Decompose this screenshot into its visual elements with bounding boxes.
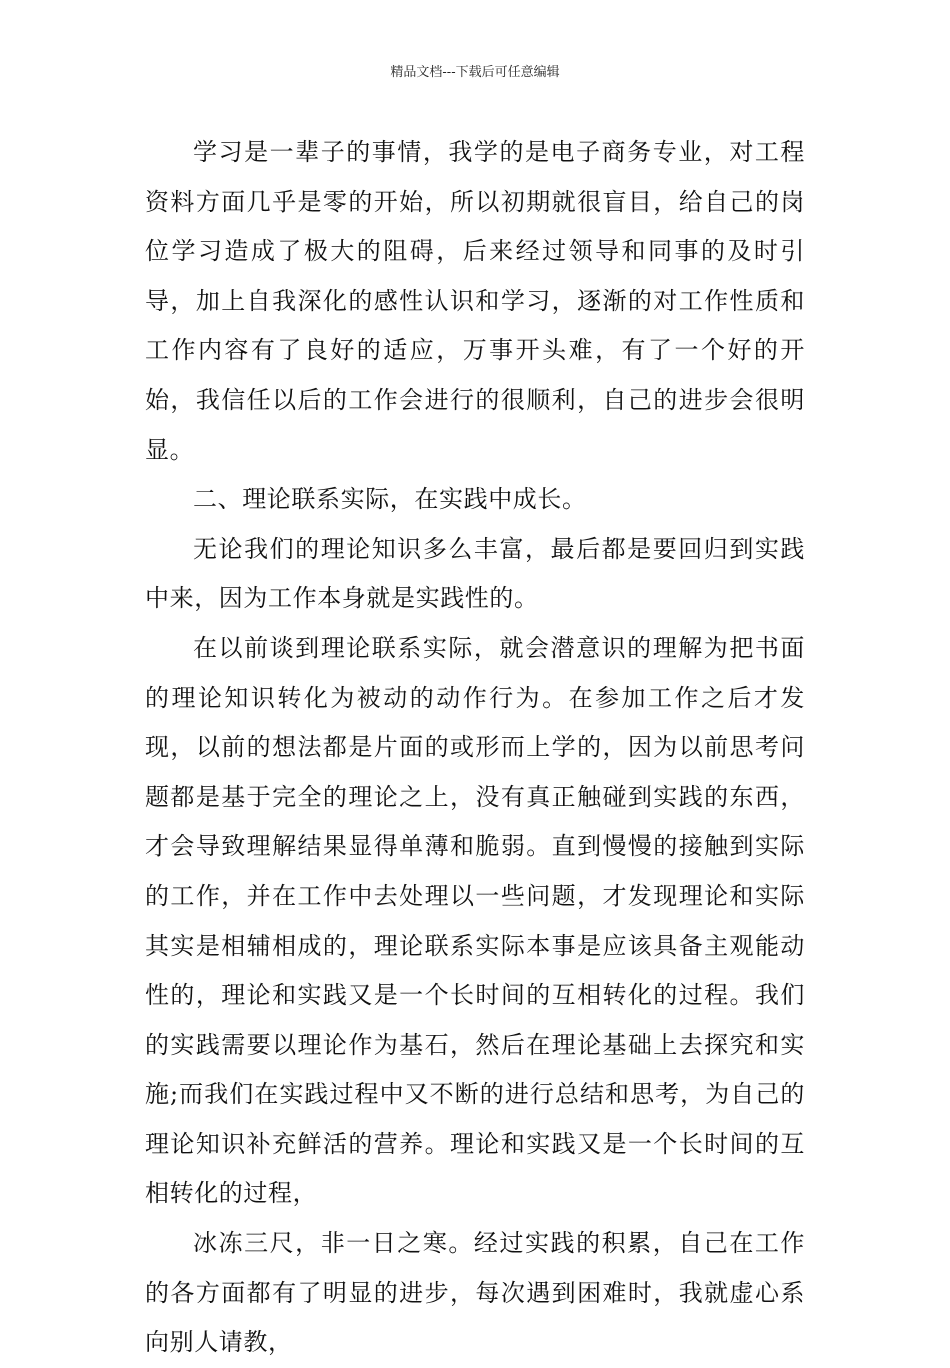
paragraph-study: 学习是一辈子的事情，我学的是电子商务专业，对工程资料方面几乎是零的开始，所以初期就很盲目，给自己的岗位学习造成了极大的阻碍，后来经过领导和同事的及时引导，加上自我深化的感性认识和学习，逐渐的对工作性质和工作内容有了良好的适应，万事开头难，有了一个好的开始，我信任以后的工作会进行的很顺利，自己的进步会很明显。: [145, 138, 805, 464]
paragraph-theory-and-practice: 在以前谈到理论联系实际，就会潜意识的理解为把书面的理论知识转化为被动的动作行为。在参加工作之后才发现，以前的想法都是片面的或形而上学的，因为以前思考问题都是基于完全的理论之上，没有真正触碰到实践的东西，才会导致理解结果显得单薄和脆弱。直到慢慢的接触到实际的工作，并在工作中去处理以一些问题，才发现理论和实际其实是相辅相成的，理论联系实际本事是应该具备主观能动性的，理论和实践又是一个长时间的互相转化的过程。我们的实践需要以理论作为基石，然后在理论基础上去探究和实施;而我们在实践过程中又不断的进行总结和思考，为自己的理论知识补充鲜活的营养。理论和实践又是一个长时间的互相转化的过程，: [145, 633, 805, 1208]
document-body: [145, 128, 805, 1368]
paragraph-return-to-practice: 无论我们的理论知识多么丰富，最后都是要回归到实践中来，因为工作本身就是实践性的。: [145, 534, 805, 613]
page-header: 精品文档---下载后可任意编辑: [390, 65, 560, 80]
paragraph-accumulation: 冰冻三尺，非一日之寒。经过实践的积累，自己在工作的各方面都有了明显的进步，每次遇到困难时，我就虚心系向别人请教，: [145, 1229, 805, 1357]
section-heading-theory-practice: 二、理论联系实际，在实践中成长。: [193, 485, 587, 514]
